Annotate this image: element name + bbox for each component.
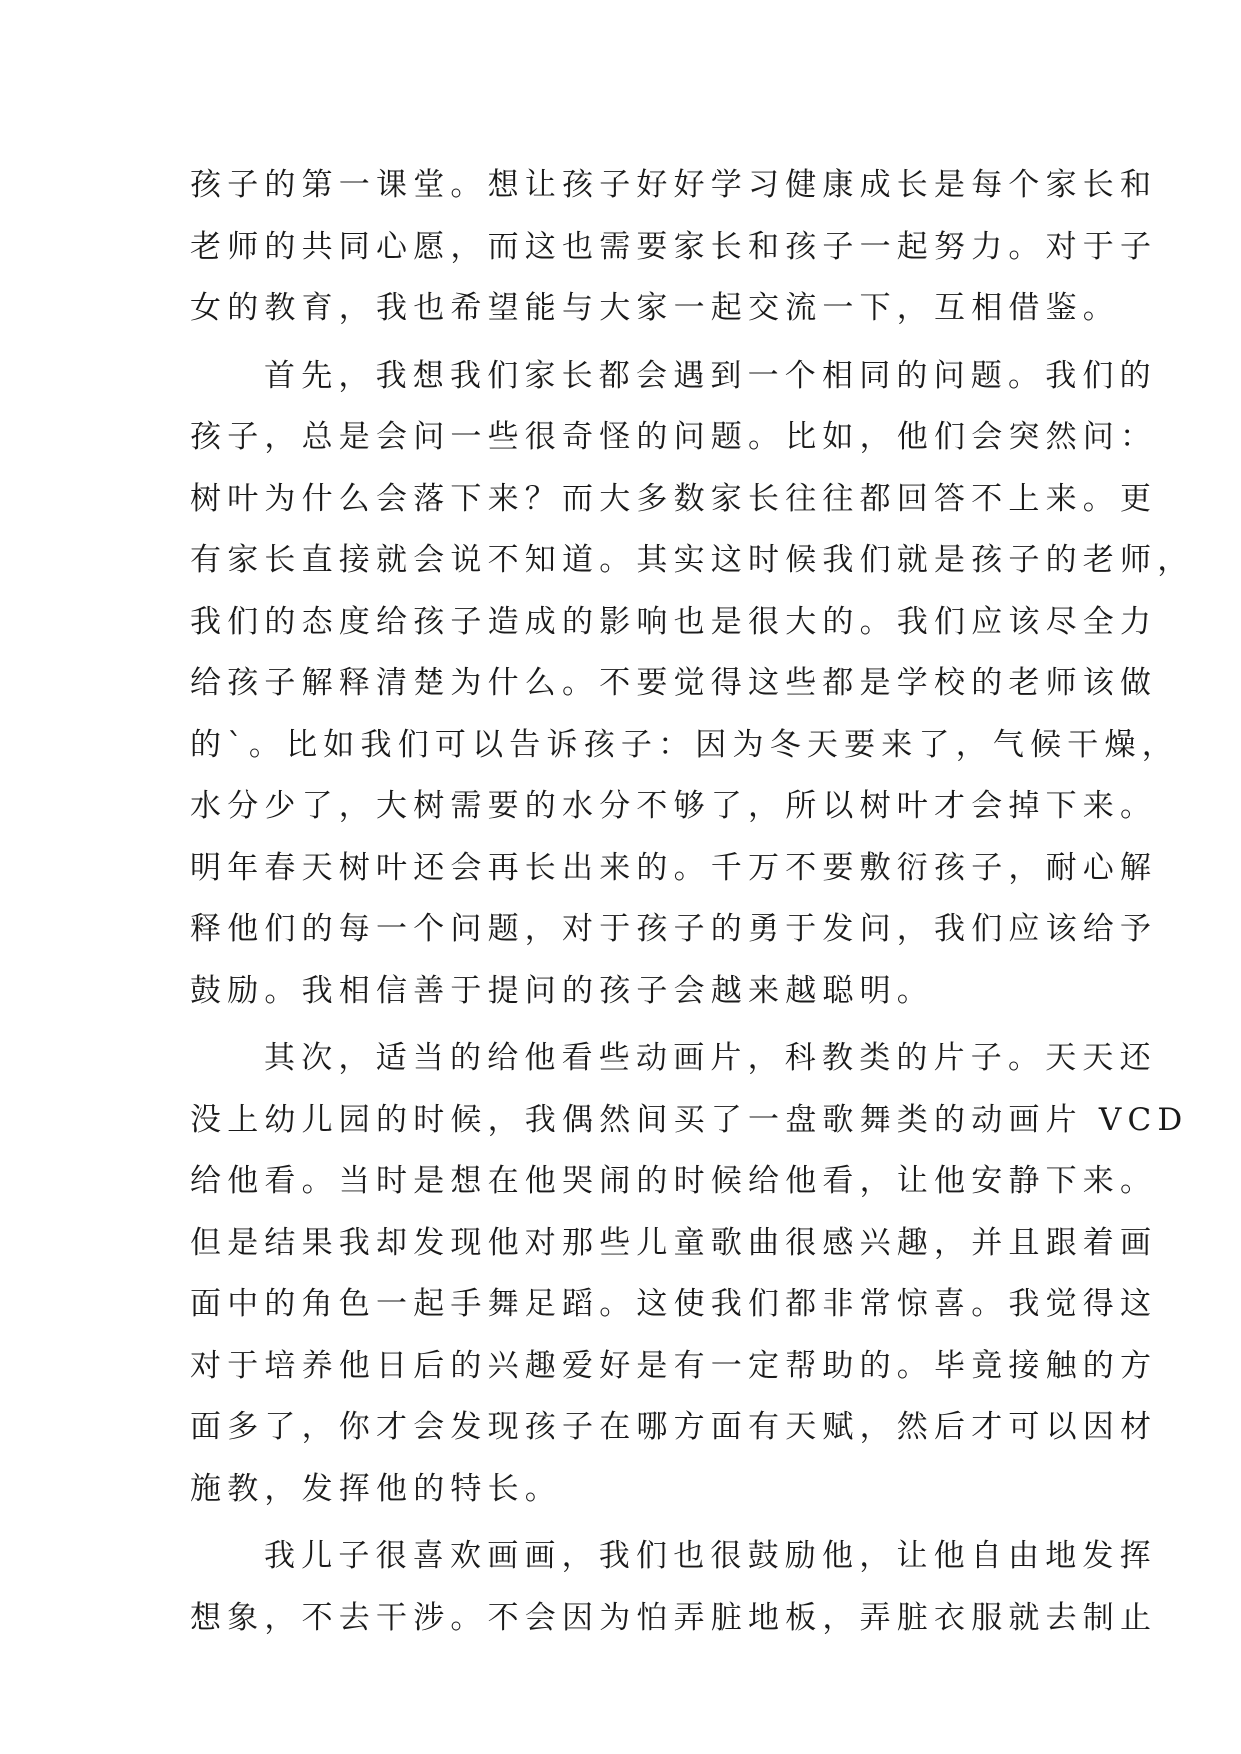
text-line: 其次，适当的给他看些动画片，科教类的片子。天天还: [264, 1040, 1157, 1076]
text-line: 释他们的每一个问题，对于孩子的勇于发问，我们应该给予: [190, 911, 1158, 947]
paragraph: [190, 1028, 1189, 1520]
text-line: 树叶为什么会落下来？而大多数家长往往都回答不上来。更: [190, 480, 1158, 517]
text-line: 明年春天树叶还会再长出来的。千万不要敷衍孩子，耐心解: [190, 849, 1158, 886]
text-line: 给他看。当时是想在他哭闹的时候给他看，让他安静下来。: [190, 1163, 1158, 1199]
text-line: 水分少了，大树需要的水分不够了，所以树叶才会掉下来。: [190, 788, 1158, 824]
text-line: 我儿子很喜欢画画，我们也很鼓励他，让他自由地发挥: [264, 1538, 1157, 1574]
document-body: [190, 155, 1195, 1649]
text-line: 鼓励。我相信善于提问的孩子会越来越聪明。: [190, 972, 934, 1009]
text-line: 我们的态度给孩子造成的影响也是很大的。我们应该尽全力: [190, 603, 1158, 640]
text-line: 对于培养他日后的兴趣爱好是有一定帮助的。毕竟接触的方: [190, 1347, 1158, 1384]
text-line: 孩子的第一课堂。想让孩子好好学习健康成长是每个家长和: [190, 167, 1158, 203]
text-line: 施教，发挥他的特长。: [190, 1470, 562, 1507]
text-line: 没上幼儿园的时候，我偶然间买了一盘歌舞类的动画片 VCD: [190, 1101, 1189, 1138]
text-line: 的`。比如我们可以告诉孩子：因为冬天要来了，气候干燥，: [190, 726, 1179, 763]
paragraph: [190, 1526, 1158, 1649]
text-line: 有家长直接就会说不知道。其实这时候我们就是孩子的老师，: [190, 542, 1195, 578]
text-line: 面中的角色一起手舞足蹈。这使我们都非常惊喜。我觉得这: [190, 1286, 1158, 1322]
text-line: 面多了，你才会发现孩子在哪方面有天赋，然后才可以因材: [190, 1409, 1158, 1445]
text-line: 女的教育，我也希望能与大家一起交流一下，互相借鉴。: [190, 290, 1120, 326]
text-line: 孩子，总是会问一些很奇怪的问题。比如，他们会突然问：: [190, 419, 1158, 455]
paragraph: [190, 155, 1158, 340]
text-line: 但是结果我却发现他对那些儿童歌曲很感兴趣，并且跟着画: [190, 1224, 1158, 1261]
text-line: 给孩子解释清楚为什么。不要觉得这些都是学校的老师该做: [190, 665, 1158, 701]
paragraph: [190, 346, 1195, 1023]
text-line: 想象，不去干涉。不会因为怕弄脏地板，弄脏衣服就去制止: [190, 1599, 1158, 1636]
text-line: 老师的共同心愿，而这也需要家长和孩子一起努力。对于子: [190, 228, 1158, 265]
text-line: 首先，我想我们家长都会遇到一个相同的问题。我们的: [264, 357, 1157, 394]
